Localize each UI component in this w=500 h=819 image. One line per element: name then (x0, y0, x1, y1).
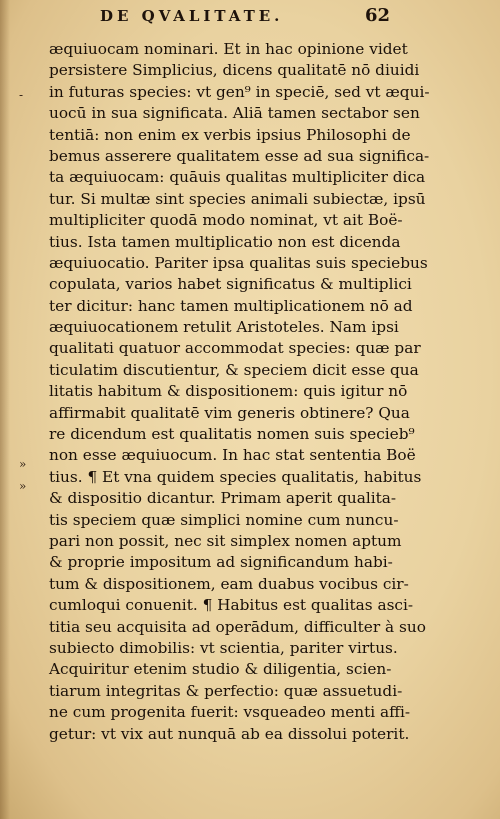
text-line: ne cum progenita fuerit: vsqueadeo menti affi- (49, 703, 411, 722)
text-line: in futuras species: vt gen⁹ in speciē, sed vt æqui- (49, 82, 430, 101)
margin-mark: » (19, 479, 27, 493)
text-line: litatis habitum & dispositionem: quis igitur nō (49, 382, 408, 401)
text-line: persistere Simplicius, dicens qualitatē nō diuidi (49, 61, 420, 80)
running-title: DE QVALITATE. (100, 7, 284, 25)
text-line: tis speciem quæ simplici nomine cum nuncu- (49, 510, 399, 529)
text-line: tius. ¶ Et vna quidem species qualitatis, habitus (49, 467, 422, 486)
margin-mark: » (19, 457, 27, 471)
margin-mark: - (19, 88, 24, 102)
text-line: re dicendum est qualitatis nomen suis specieb⁹ (49, 425, 415, 444)
text-line: æquiuocatio. Pariter ipsa qualitas suis speciebus (49, 253, 428, 272)
text-line: ticulatim discutientur, & speciem dicit esse qua (49, 360, 419, 379)
text-line: tius. Ista tamen multiplicatio non est dicenda (49, 232, 401, 251)
text-line: bemus asserere qualitatem esse ad sua significa- (49, 146, 430, 165)
text-line: tiarum integritas & perfectio: quæ assuetudi- (49, 681, 403, 700)
text-line: Acquiritur etenim studio & diligentia, scien- (49, 660, 392, 679)
text-line: uocū in sua significata. Aliā tamen sectabor sen (49, 104, 420, 123)
text-line: & dispositio dicantur. Primam aperit qualita- (49, 489, 397, 508)
text-line: ter dicitur: hanc tamen multiplicationem nō ad (49, 296, 413, 315)
text-line: affirmabit qualitatē vim generis obtinere? Qua (49, 403, 410, 422)
page-gutter-shadow (0, 0, 10, 819)
text-line: tentiā: non enim ex verbis ipsius Philosophi de (49, 125, 411, 144)
text-line: tur. Si multæ sint species animali subiectæ, ipsū (49, 189, 426, 208)
text-line: non esse æquiuocum. In hac stat sententia Boë (49, 446, 416, 465)
text-line: getur: vt vix aut nunquā ab ea dissolui poterit. (49, 724, 410, 743)
page-number: 62 (365, 5, 391, 26)
text-line: tum & dispositionem, eam duabus vocibus cir- (49, 574, 409, 593)
text-line: subiecto dimobilis: vt scientia, pariter virtus. (49, 638, 398, 657)
text-line: pari non possit, nec sit simplex nomen aptum (49, 531, 402, 550)
text-line: copulata, varios habet significatus & multiplici (49, 275, 412, 294)
text-line: ta æquiuocam: quāuis qualitas multipliciter dica (49, 168, 426, 187)
text-line: cumloqui conuenit. ¶ Habitus est qualitas asci- (49, 596, 414, 615)
text-line: & proprie impositum ad significandum habi- (49, 553, 393, 572)
text-line: æquiuocationem retulit Aristoteles. Nam ipsi (49, 318, 399, 337)
text-line: titia seu acquisita ad operādum, difficulter à suo (49, 617, 426, 636)
text-block (49, 39, 429, 745)
text-line: æquiuocam nominari. Et in hac opinione videt (49, 40, 408, 58)
text-line: multipliciter quodā modo nominat, vt ait Boë- (49, 211, 403, 230)
text-line: qualitati quatuor accommodat species: quæ par (49, 339, 421, 358)
